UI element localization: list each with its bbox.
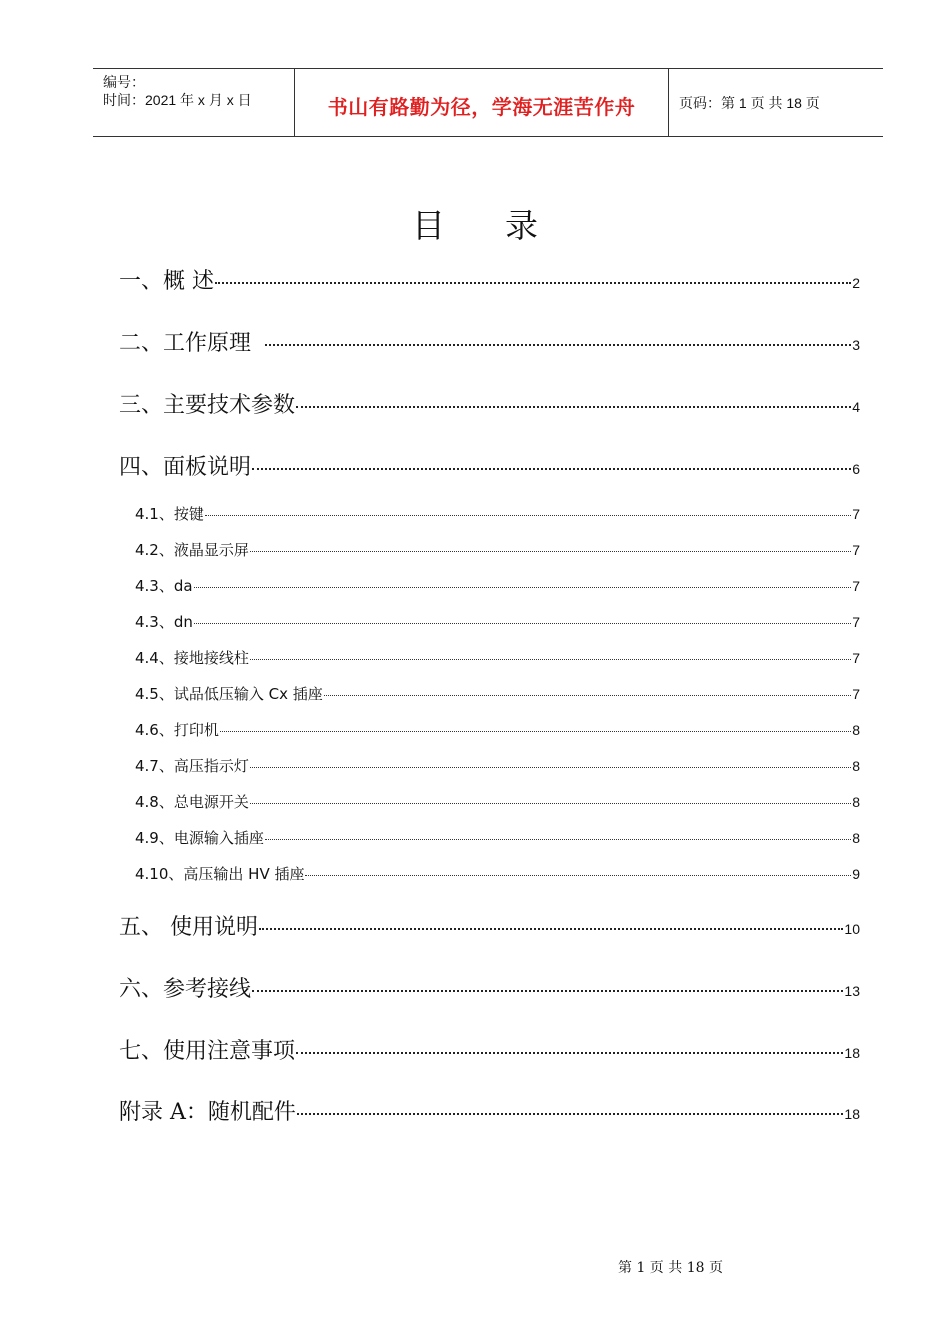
toc-label: 附录 A：随机配件	[119, 1100, 296, 1125]
toc-page: 7	[852, 578, 860, 594]
toc-label: 一、概 述	[119, 269, 214, 294]
footer-page-number: 第 1 页 共 18 页	[618, 1260, 723, 1276]
toc-subentry[interactable]	[135, 611, 860, 632]
toc-page: 13	[844, 983, 860, 999]
toc-leader	[250, 803, 851, 804]
toc-subentry[interactable]	[135, 575, 860, 596]
toc-subentry[interactable]	[135, 827, 860, 848]
toc-entry[interactable]	[119, 1034, 860, 1065]
toc-leader	[296, 406, 851, 408]
toc-label: 三、主要技术参数	[119, 393, 296, 418]
toc-label: 二、工作原理	[119, 331, 252, 356]
toc-leader	[297, 1113, 844, 1115]
toc-label: 4.3、da	[135, 577, 193, 595]
toc-subentry[interactable]	[135, 863, 860, 884]
motto: 书山有路勤为径，学海无涯苦作舟	[327, 95, 636, 119]
toc-subentry[interactable]	[135, 539, 860, 560]
page-code: 页码：第 1 页 共 18 页	[679, 95, 820, 111]
toc-label: 4.8、总电源开关	[135, 793, 249, 811]
toc-entry[interactable]	[119, 910, 860, 941]
toc-leader	[296, 1052, 843, 1054]
toc-label: 4.5、试品低压输入 Cx 插座	[135, 685, 323, 703]
page-title: 目录	[412, 206, 598, 245]
toc-leader	[194, 587, 852, 588]
toc-entry[interactable]	[119, 972, 860, 1003]
toc-leader	[194, 623, 851, 624]
toc-page: 8	[852, 794, 860, 810]
toc-leader	[215, 282, 851, 284]
toc-page: 4	[852, 399, 860, 415]
toc-leader	[324, 695, 851, 696]
toc-label: 4.7、高压指示灯	[135, 757, 249, 775]
toc-leader	[252, 468, 851, 470]
toc-page: 18	[844, 1106, 860, 1122]
toc-label: 4.2、液晶显示屏	[135, 541, 249, 559]
toc-entry[interactable]	[119, 326, 860, 357]
toc-page: 2	[852, 275, 860, 291]
toc-subentry[interactable]	[135, 755, 860, 776]
time-label: 时间：2021 年 x 月 x 日	[103, 92, 252, 108]
toc-page: 7	[852, 686, 860, 702]
toc-label: 4.9、电源输入插座	[135, 829, 264, 847]
toc-page: 7	[852, 650, 860, 666]
toc-subentry[interactable]	[135, 791, 860, 812]
toc-entry[interactable]	[119, 264, 860, 295]
toc-page: 3	[852, 337, 860, 353]
toc-leader	[250, 551, 851, 552]
toc-leader	[265, 839, 851, 840]
toc-page: 8	[852, 758, 860, 774]
toc-page: 7	[852, 506, 860, 522]
toc-entry[interactable]	[119, 388, 860, 419]
toc-leader	[305, 875, 851, 876]
toc-leader	[265, 344, 851, 346]
toc-subentry[interactable]	[135, 683, 860, 704]
toc-label: 4.4、接地接线柱	[135, 649, 249, 667]
toc-leader	[250, 767, 851, 768]
toc-leader	[259, 928, 843, 930]
toc-label: 4.1、按键	[135, 505, 204, 523]
toc-subentry[interactable]	[135, 647, 860, 668]
toc-page: 10	[844, 921, 860, 937]
toc-leader	[252, 990, 843, 992]
toc-leader	[250, 659, 851, 660]
toc-page: 7	[852, 542, 860, 558]
toc-page: 18	[844, 1045, 860, 1061]
toc-page: 9	[852, 866, 860, 882]
toc-label: 七、使用注意事项	[119, 1039, 296, 1064]
toc-leader	[220, 731, 851, 732]
toc-page: 8	[852, 722, 860, 738]
toc-label: 4.6、打印机	[135, 721, 219, 739]
toc-label: 四、面板说明	[119, 455, 252, 480]
toc-label: 六、参考接线	[119, 977, 252, 1002]
toc-entry[interactable]	[119, 450, 860, 481]
toc-label: 五、 使用说明	[119, 915, 258, 940]
toc-subentry[interactable]	[135, 719, 860, 740]
toc-leader	[205, 515, 851, 516]
toc-page: 7	[852, 614, 860, 630]
toc-label: 4.10、高压输出 HV 插座	[135, 865, 305, 883]
toc-page: 6	[852, 461, 860, 477]
toc-entry[interactable]	[119, 1095, 860, 1126]
toc-subentry[interactable]	[135, 503, 860, 524]
toc-page: 8	[852, 830, 860, 846]
toc-label: 4.3、dn	[135, 613, 193, 631]
serial-label: 编号：	[103, 74, 145, 90]
